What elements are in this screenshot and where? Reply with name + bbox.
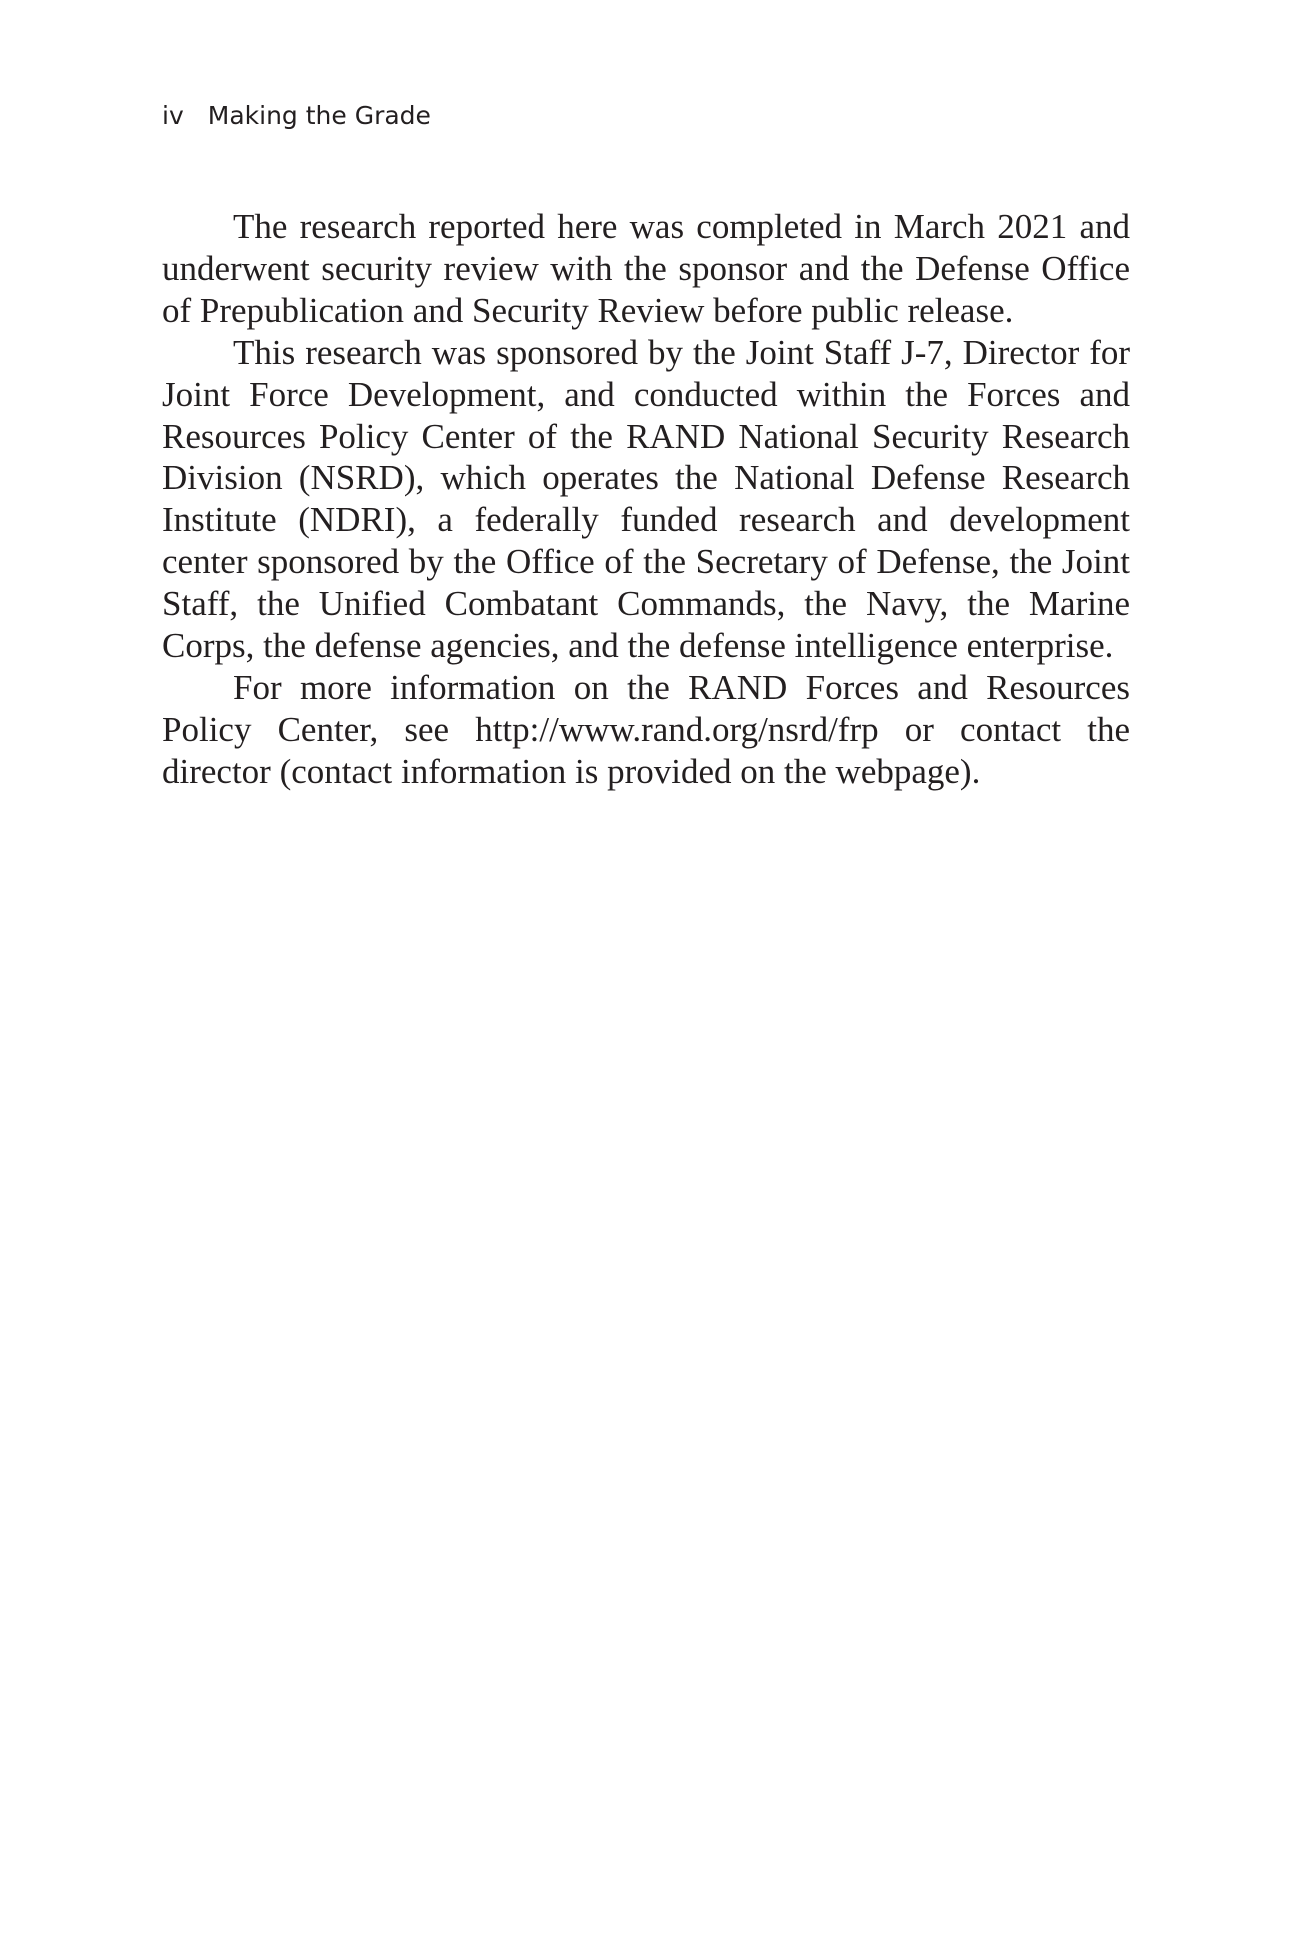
running-head — [162, 100, 431, 132]
page-number: iv — [162, 101, 184, 130]
running-head-title: Making the Grade — [207, 101, 431, 130]
paragraph-review: The research reported here was completed in March 2021 and underwent security review with the sponsor and the Defense Office of Prepublication and Security Review before public release. — [162, 207, 1130, 330]
body-text — [162, 206, 1130, 793]
paragraph-more-info: For more information on the RAND Forces and Resources Policy Center, see http://www.rand.org/nsrd/frp or contact the director (contact information is provided on the webpage). — [162, 667, 1130, 791]
paragraph-sponsorship: This research was sponsored by the Joint Staff J-7, Director for Joint Force Development, and conducted within the Forces and Resources Policy Center of the RAND National Security Research Division (NSRD), which operates the National Defense Research Institute (NDRI), a federally funded research and development center sponsored by the Office of the Secretary of Defense, the Joint Staff, the Unified Combatant Commands, the Navy, the Marine Corps, the defense agencies, and the defense intelligence enterprise. — [162, 332, 1130, 666]
